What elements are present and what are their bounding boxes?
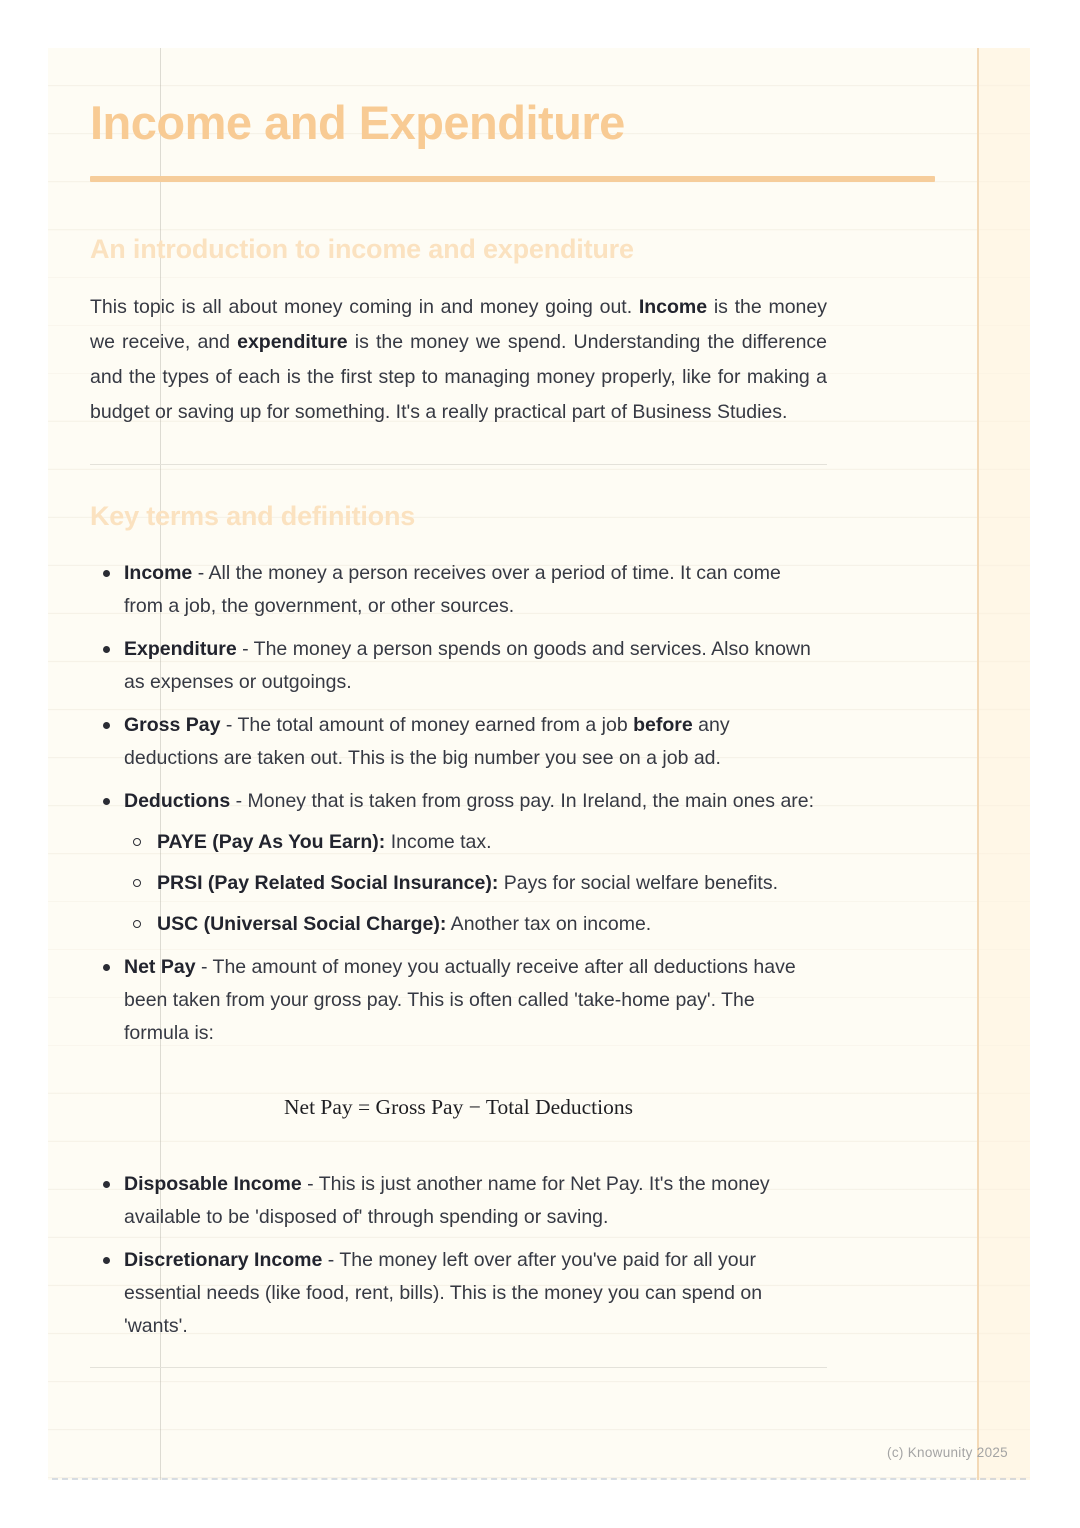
term-description: The money left over after you've paid for all your essential needs (like food, rent, bills). This is the money you can spend on 'wants'. xyxy=(124,1249,763,1337)
term-separator: - xyxy=(322,1249,340,1271)
term-bold-word: before xyxy=(633,714,693,736)
subterm-description: Another tax on income. xyxy=(446,913,652,935)
subterm-label: USC (Universal Social Charge): xyxy=(157,913,447,935)
paper-margin-line-orange xyxy=(977,48,979,1480)
subterm-label: PAYE (Pay As You Earn): xyxy=(157,831,386,853)
term-item-net-pay xyxy=(90,951,827,1050)
subterm-description: Pays for social welfare benefits. xyxy=(498,872,779,894)
term-separator: - xyxy=(236,638,254,660)
term-item-disposable-income xyxy=(90,1168,827,1234)
subterm-description: Income tax. xyxy=(385,831,492,853)
term-separator: - xyxy=(230,790,248,812)
title-underline-rule xyxy=(90,176,935,182)
term-description: Money that is taken from gross pay. In Ireland, the main ones are: xyxy=(247,790,815,812)
net-pay-formula: Net Pay = Gross Pay − Total Deductions xyxy=(284,1095,633,1119)
term-description: All the money a person receives over a period of time. It can come from a job, the government, or other sources. xyxy=(124,562,781,617)
subterm-item-prsi xyxy=(124,867,821,900)
key-terms-list xyxy=(90,557,827,1050)
term-description: any deductions are taken out. This is the big number you see on a job ad. xyxy=(124,714,730,769)
subterm-label: PRSI (Pay Related Social Insurance): xyxy=(157,872,499,894)
intro-text-part: is the money we receive, and xyxy=(90,296,827,353)
intro-paragraph xyxy=(90,290,827,430)
term-description: The amount of money you actually receive after all deductions have been taken from your gross pay. This is often called 'take-home pay'. The formula is: xyxy=(124,956,796,1044)
intro-bold-income: Income xyxy=(638,296,708,318)
term-description: The total amount of money earned from a job xyxy=(237,714,634,736)
key-terms-list-continued xyxy=(90,1168,827,1343)
term-description: The money a person spends on goods and services. Also known as expenses or outgoings. xyxy=(124,638,811,693)
section-heading-key-terms: Key terms and definitions xyxy=(90,501,416,531)
copyright-footer: (c) Knowunity 2025 xyxy=(887,1445,1008,1460)
term-item-income xyxy=(90,557,827,623)
term-label: Disposable Income xyxy=(124,1173,302,1195)
term-item-discretionary-income xyxy=(90,1244,827,1343)
section-divider xyxy=(90,464,827,465)
document-content xyxy=(90,48,827,1368)
term-item-gross-pay xyxy=(90,709,827,775)
intro-text-part: is the money we spend. Understanding the difference and the types of each is the first step to managing money properly, like for making a budget or saving up for something. It's a really practical part of Business Studies. xyxy=(90,331,828,423)
term-separator: - xyxy=(301,1173,319,1195)
page-title: Income and Expenditure xyxy=(90,96,625,149)
paper-bottom-dashed-edge xyxy=(52,1478,1026,1480)
term-separator: - xyxy=(192,562,209,584)
term-description: This is just another name for Net Pay. It's the money available to be 'disposed of' through spending or saving. xyxy=(124,1173,770,1228)
intro-text-part: This topic is all about money coming in and money going out. xyxy=(90,296,639,318)
term-separator: - xyxy=(220,714,238,736)
intro-bold-expenditure: expenditure xyxy=(237,331,348,353)
term-label: Deductions xyxy=(124,790,231,812)
term-label: Gross Pay xyxy=(124,714,221,736)
term-item-expenditure xyxy=(90,633,827,699)
section-heading-introduction: An introduction to income and expenditure xyxy=(90,234,634,264)
term-separator: - xyxy=(195,956,213,978)
deductions-sublist xyxy=(124,826,821,941)
term-label: Expenditure xyxy=(124,638,237,660)
bottom-divider xyxy=(90,1367,827,1368)
paper-right-strip xyxy=(979,48,1030,1480)
notebook-paper-panel xyxy=(48,48,1030,1480)
term-item-deductions xyxy=(90,785,827,941)
term-label: Discretionary Income xyxy=(124,1249,323,1271)
term-label: Net Pay xyxy=(124,956,196,978)
subterm-item-usc xyxy=(124,908,821,941)
term-label: Income xyxy=(124,562,193,584)
subterm-item-paye xyxy=(124,826,821,859)
